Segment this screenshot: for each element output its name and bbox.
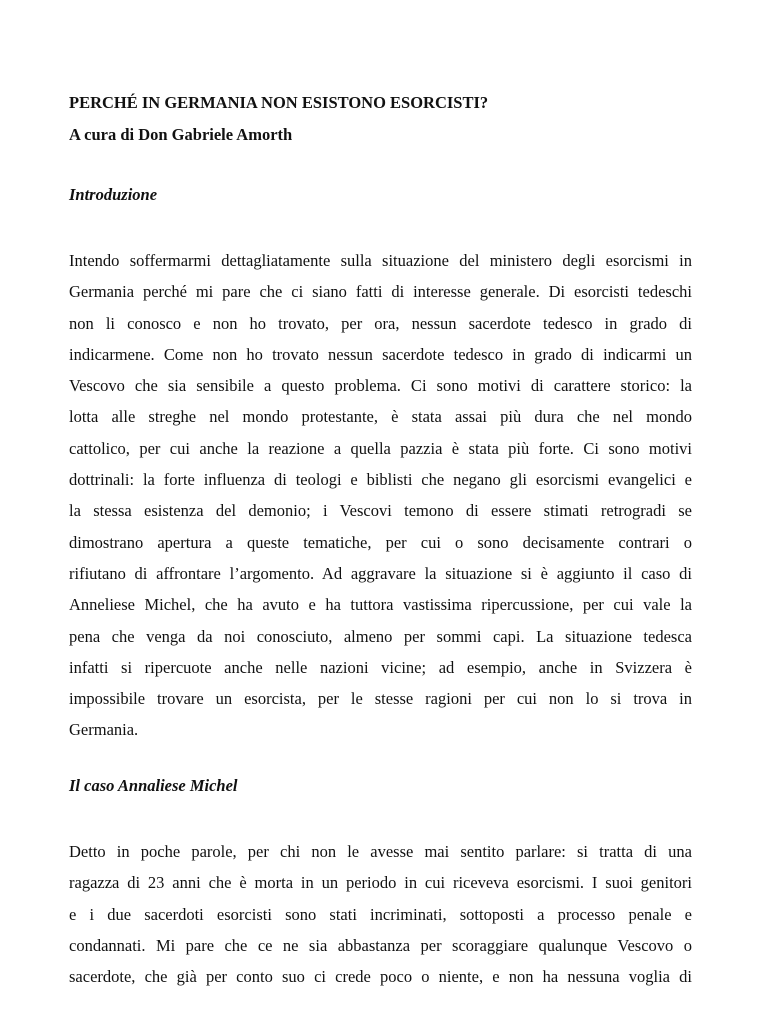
text-line: Germania perché mi pare che ci siano fatti di interesse generale. Di esorcisti tedeschi: [69, 282, 692, 302]
text-line: Anneliese Michel, che ha avuto e ha tuttora vastissima ripercussione, per cui vale la: [69, 595, 692, 615]
section-heading-case: Il caso Annaliese Michel: [69, 776, 238, 795]
text-line: non li conosco e non ho trovato, per ora, nessun sacerdote tedesco in grado di: [69, 313, 692, 333]
section-heading-introduction: Introduzione: [69, 185, 158, 204]
case-paragraph: [69, 836, 692, 992]
text-line: cattolico, per cui anche la reazione a quella pazzia è stata più forte. Ci sono motivi: [69, 438, 692, 458]
text-line: dimostrano apertura a queste tematiche, per cui o sono decisamente contrari o: [69, 532, 692, 552]
text-line: la stessa esistenza del demonio; i Vescovi temono di essere stimati retrogradi se: [69, 501, 692, 521]
text-line: sacerdote, che già per conto suo ci crede poco o niente, e non ha nessuna voglia di: [69, 967, 692, 987]
document-author: A cura di Don Gabriele Amorth: [69, 125, 293, 144]
text-line: condannati. Mi pare che ce ne sia abbastanza per scoraggiare qualunque Vescovo o: [69, 935, 692, 955]
introduction-paragraph: [69, 245, 692, 746]
text-line: Vescovo che sia sensibile a questo problema. Ci sono motivi di carattere storico: la: [69, 376, 692, 396]
text-line: Detto in poche parole, per chi non le avesse mai sentito parlare: si tratta di una: [69, 842, 692, 861]
text-line: lotta alle streghe nel mondo protestante, è stata assai più dura che nel mondo: [69, 407, 692, 427]
text-line: e i due sacerdoti esorcisti sono stati incriminati, sottoposti a processo penale e: [69, 904, 692, 924]
text-line: ragazza di 23 anni che è morta in un periodo in cui riceveva esorcismi. I suoi genitori: [69, 873, 692, 893]
text-line: indicarmene. Come non ho trovato nessun sacerdote tedesco in grado di indicarmi un: [69, 344, 692, 364]
text-line: pena che venga da noi conosciuto, almeno per sommi capi. La situazione tedesca: [69, 626, 692, 646]
document-title: PERCHÉ IN GERMANIA NON ESISTONO ESORCISTI?: [69, 93, 489, 112]
text-line: Germania.: [69, 720, 139, 740]
text-line: dottrinali: la forte influenza di teologi e biblisti che negano gli esorcismi evangelici e: [69, 470, 692, 490]
text-line: impossibile trovare un esorcista, per le stesse ragioni per cui non lo si trova in: [69, 689, 692, 709]
text-line: infatti si ripercuote anche nelle nazioni vicine; ad esempio, anche in Svizzera è: [69, 657, 692, 677]
text-line: Intendo soffermarmi dettagliatamente sulla situazione del ministero degli esorcismi in: [69, 251, 692, 270]
text-line: rifiutano di affrontare l’argomento. Ad aggravare la situazione si è aggiunto il caso di: [69, 563, 692, 583]
